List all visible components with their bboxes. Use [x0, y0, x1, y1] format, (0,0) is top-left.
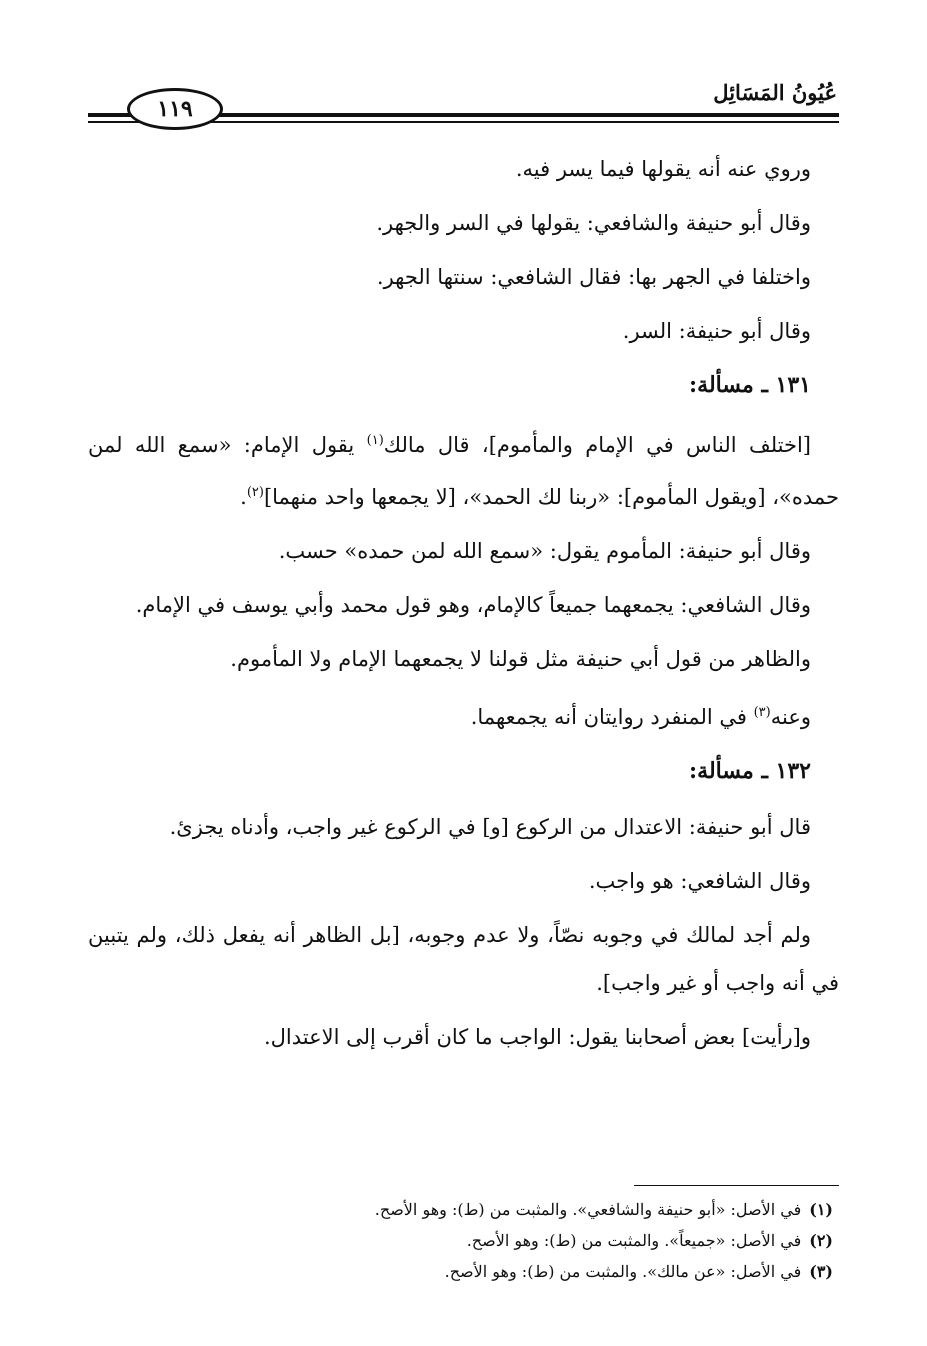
paragraph-text: يقول الإمام: «سمع الله لمن حمده»، [ويقول المأموم]: «ربنا لك الحمد»، [لا يجمعها واحد منهما]: [88, 433, 839, 509]
paragraph: وروي عنه أنه يقولها فيما يسر فيه.: [515, 157, 811, 181]
footnote-number: (٢): [809, 1231, 833, 1250]
section-heading-132: ١٣٢ ـ مسألة:: [689, 758, 811, 784]
paragraph-text: .: [240, 485, 247, 509]
paragraph: ولم أجد لمالك في وجوبه نصّاً، ولا عدم وجوبه، [بل الظاهر أنه يفعل ذلك، ولم يتبين في أنه واجب أو غير واجب].: [88, 923, 839, 995]
paragraph: [88, 417, 839, 521]
main-text: [88, 145, 839, 1067]
footnote: [88, 1194, 839, 1225]
paragraph-text: [اختلف الناس في الإمام والمأموم]، قال مالك: [383, 433, 811, 457]
footnote-number: (٣): [809, 1262, 833, 1281]
footnote-rule: [634, 1185, 839, 1186]
footnote: [88, 1256, 839, 1287]
paragraph: وقال الشافعي: هو واجب.: [588, 869, 811, 893]
paragraph: وقال الشافعي: يجمعهما جميعاً كالإمام، وهو قول محمد وأبي يوسف في الإمام.: [135, 593, 811, 617]
footnote-number: (١): [809, 1200, 833, 1219]
footnote-marker: (٣): [753, 705, 771, 720]
footnotes: [88, 1194, 839, 1287]
paragraph: واختلفا في الجهر بها: فقال الشافعي: سنتها الجهر.: [376, 265, 811, 289]
paragraph: وقال أبو حنيفة: السر.: [622, 319, 811, 343]
page-number-text: ١١٩: [157, 96, 193, 122]
footnote: [88, 1225, 839, 1256]
paragraph: قال أبو حنيفة: الاعتدال من الركوع [و] في الركوع غير واجب، وأدناه يجزئ.: [169, 815, 811, 839]
footnote-text: في الأصل: «أبو حنيفة والشافعي». والمثبت من (ط): وهو الأصح.: [374, 1200, 802, 1219]
paragraph: [88, 689, 839, 741]
page-number: [127, 88, 223, 130]
paragraph: و[رأيت] بعض أصحابنا يقول: الواجب ما كان أقرب إلى الاعتدال.: [263, 1025, 811, 1049]
paragraph-text: في المنفرد روايتان أنه يجمعهما.: [470, 705, 754, 729]
footnote-marker: (٢): [246, 485, 264, 500]
paragraph-text: وعنه: [770, 705, 811, 729]
paragraph: والظاهر من قول أبي حنيفة مثل قولنا لا يجمعهما الإمام ولا المأموم.: [230, 647, 811, 671]
footnote-marker: (١): [366, 433, 384, 448]
footnote-text: في الأصل: «عن مالك». والمثبت من (ط): وهو الأصح.: [444, 1262, 802, 1281]
running-title: عُيُونُ المَسَائِل: [713, 80, 837, 105]
paragraph: وقال أبو حنيفة: المأموم يقول: «سمع الله لمن حمده» حسب.: [278, 539, 811, 563]
footnote-text: في الأصل: «جميعاً». والمثبت من (ط): وهو الأصح.: [466, 1231, 802, 1250]
paragraph: وقال أبو حنيفة والشافعي: يقولها في السر والجهر.: [376, 211, 811, 235]
section-heading-131: ١٣١ ـ مسألة:: [689, 372, 811, 398]
